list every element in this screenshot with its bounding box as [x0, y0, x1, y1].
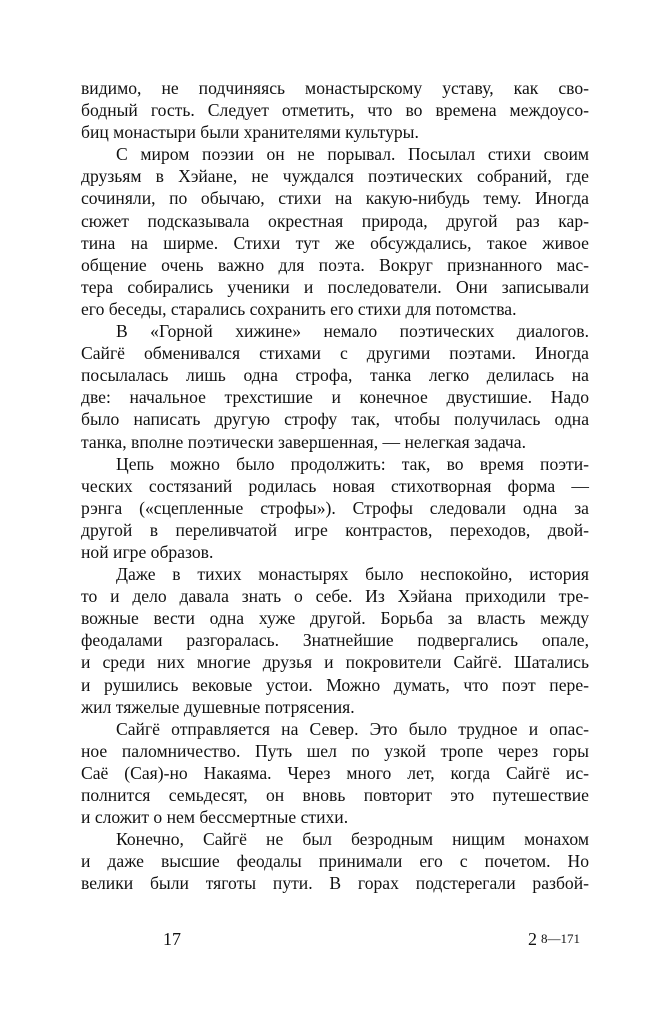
paragraph — [81, 718, 589, 828]
text-line: и даже высшие феодалы принимали его с почетом. Но — [81, 851, 589, 872]
text-line: Даже в тихих монастырях было неспокойно, история — [116, 564, 589, 585]
text-line: биц монастыри были хранителями культуры. — [81, 122, 419, 143]
page-text — [81, 77, 589, 894]
text-line: другой в переливчатой игре контрастов, переходов, двой- — [81, 519, 589, 540]
text-line: ное паломничество. Путь шел по узкой тропе через горы — [81, 740, 589, 761]
text-line: бодный гость. Следует отметить, что во времена междоусо- — [81, 100, 589, 121]
signature-code: 8—171 — [541, 931, 580, 946]
page-footer — [0, 929, 662, 953]
text-line: было написать другую строфу так, чтобы получилась одна — [81, 409, 589, 430]
text-line: две: начальное трехстишие и конечное двустишие. Надо — [81, 387, 589, 408]
printer-signature — [528, 929, 580, 950]
text-line: В «Горной хижине» немало поэтических диалогов. — [116, 321, 589, 342]
text-line: посылалась лишь одна строфа, танка легко делилась на — [81, 365, 589, 386]
text-line: вожные вести одна хуже другой. Борьба за власть между — [81, 608, 589, 629]
text-line: и среди них многие друзья и покровители Сайгё. Шатались — [81, 652, 589, 673]
text-line: феодалами разгоралась. Знатнейшие подвергались опале, — [81, 630, 589, 651]
text-line: сюжет подсказывала окрестная природа, другой раз кар- — [81, 210, 589, 231]
text-line: жил тяжелые душевные потрясения. — [81, 696, 355, 717]
paragraph — [81, 563, 589, 718]
text-line: Цепь можно было продолжить: так, во время поэти- — [116, 453, 589, 474]
text-line: ной игре образов. — [81, 541, 214, 562]
text-line: Саё (Сая)-но Накаяма. Через много лет, когда Сайгё ис- — [81, 762, 589, 783]
paragraph — [81, 453, 589, 563]
text-line: ческих состязаний родилась новая стихотворная форма — — [81, 475, 589, 496]
text-line: С миром поэзии он не порывал. Посылал стихи своим — [116, 144, 589, 165]
text-line: тера собирались ученики и последователи. Они записывали — [81, 276, 589, 297]
paragraph — [81, 320, 589, 453]
text-line: друзьям в Хэйане, не чуждался поэтических собраний, где — [81, 166, 589, 187]
text-line: Сайгё обменивался стихами с другими поэтами. Иногда — [81, 343, 589, 364]
text-line: Конечно, Сайгё не был безродным нищим монахом — [116, 829, 589, 850]
text-line: сочиняли, по обычаю, стихи на какую-нибудь тему. Иногда — [81, 188, 589, 209]
text-line: общение очень важно для поэта. Вокруг признанного мас- — [81, 254, 589, 275]
text-line: видимо, не подчиняясь монастырскому уставу, как сво- — [81, 78, 589, 98]
text-line: тина на ширме. Стихи тут же обсуждались, такое живое — [81, 232, 589, 253]
text-line: велики были тяготы пути. В горах подстерегали разбой- — [81, 873, 589, 894]
text-line: танка, вполне поэтически завершенная, — нелегкая задача. — [81, 431, 526, 452]
text-line: полнится семьдесят, он вновь повторит это путешествие — [81, 785, 589, 805]
text-line: и сложит о нем бессмертные стихи. — [81, 807, 349, 828]
text-line: его беседы, старались сохранить его стихи для потомства. — [81, 298, 517, 319]
text-line: то и дело давала знать о себе. Из Хэйана приходили тре- — [81, 586, 589, 607]
text-line: рэнга («сцепленные строфы»). Строфы следовали одна за — [81, 497, 589, 518]
text-line: Сайгё отправляется на Север. Это было трудное и опас- — [116, 718, 589, 739]
text-line: и рушились вековые устои. Можно думать, что поэт пере- — [81, 674, 589, 695]
paragraph — [81, 828, 589, 894]
signature-number: 2 — [528, 929, 537, 949]
paragraph — [81, 77, 589, 143]
paragraph — [81, 143, 589, 320]
page-number: 17 — [163, 929, 181, 949]
